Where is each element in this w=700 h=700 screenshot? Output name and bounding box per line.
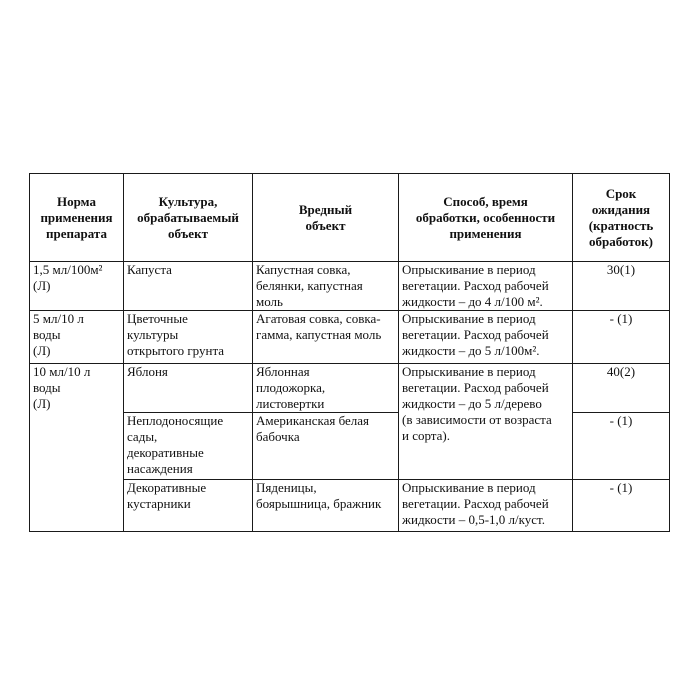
method-cell [399,480,573,532]
wait-cell: 40(2) [573,364,670,413]
cell-text-line: открытого грунта [127,343,225,358]
table-row [30,413,670,480]
culture-cell [124,311,253,364]
cell-text-line: белянки, капустная [256,278,363,293]
cell-text-line: Опрыскивание в период [402,311,536,326]
cell-text-line: (кратность [588,217,654,233]
cell-text-line: Способ, время [443,193,528,209]
cell-text-line: Агатовая совка, совка- [256,311,381,326]
cell-text-line: ожидания [591,201,651,217]
cell-text-line: (Л) [33,343,51,358]
cell-text-line: объект [305,217,346,233]
cell-text-line: Пяденицы, [256,480,317,495]
wait-cell: - (1) [573,413,670,480]
cell-text-line: препарата [46,225,107,241]
culture-cell [124,413,253,480]
cell-text-line: Норма [57,193,96,209]
cell-text-line: Цветочные [127,311,188,326]
cell-text-line: насаждения [127,461,193,476]
header-norm [30,174,124,262]
cell-text-line: Яблонная [256,364,310,379]
header-method [399,174,573,262]
cell-text-line: вегетации. Расход рабочей [402,380,549,395]
pest-cell [253,364,399,413]
cell-text-line: 5 мл/10 л [33,311,84,326]
culture-cell [124,480,253,532]
pest-cell [253,262,399,311]
cell-text-line: Неплодоносящие [127,413,224,428]
cell-text-line: жидкости – 0,5-1,0 л/куст. [402,512,545,527]
norm-cell [30,364,124,532]
cell-text-line: Капустная совка, [256,262,351,277]
cell-text-line: обработки, особенности [415,209,556,225]
wait-cell: 30(1) [573,262,670,311]
cell-text-line: воды [33,327,61,342]
cell-text-line: Американская белая [256,413,370,428]
application-table [29,173,670,532]
cell-text-line: листовертки [256,396,325,411]
cell-text-line: вегетации. Расход рабочей [402,496,549,511]
cell-text-line: Опрыскивание в период [402,480,536,495]
cell-text-line: воды [33,380,61,395]
pest-cell [253,413,399,480]
cell-text-line: жидкости – до 5 л/100м². [402,343,540,358]
cell-text-line: декоративные [127,445,204,460]
table-row [30,480,670,532]
table-header-row [30,174,670,262]
cell-text-line: Декоративные [127,480,207,495]
pest-cell [253,480,399,532]
cell-text-line: (в зависимости от возраста [402,412,552,427]
cell-text-line: применения [449,225,522,241]
table-row [30,311,670,364]
wait-cell: - (1) [573,311,670,364]
cell-text-line: гамма, капустная моль [256,327,382,342]
cell-text-line: кустарники [127,496,191,511]
pest-cell [253,311,399,364]
method-cell [399,262,573,311]
cell-text-line: Срок [605,185,637,201]
cell-text-line: плодожорка, [256,380,326,395]
header-pest [253,174,399,262]
cell-text-line: сады, [127,429,158,444]
cell-text-line: жидкости – до 5 л/дерево [402,396,542,411]
cell-text-line: Капуста [127,262,172,277]
cell-text-line: обрабатываемый [137,209,239,225]
cell-text-line: Вредный [298,201,353,217]
cell-text-line: (Л) [33,396,51,411]
table-row [30,364,670,413]
cell-text-line: культуры [127,327,179,342]
cell-text-line: и сорта). [402,428,450,443]
cell-text-line: боярышница, бражник [256,496,382,511]
cell-text-line: Яблоня [127,364,168,379]
header-culture [124,174,253,262]
norm-cell [30,311,124,364]
wait-cell: - (1) [573,480,670,532]
cell-text-line: Опрыскивание в период [402,262,536,277]
header-wait [573,174,670,262]
norm-cell [30,262,124,311]
cell-text-line: применения [40,209,113,225]
cell-text-line: (Л) [33,278,51,293]
cell-text-line: вегетации. Расход рабочей [402,278,549,293]
culture-cell [124,262,253,311]
cell-text-line: вегетации. Расход рабочей [402,327,549,342]
cell-text-line: 1,5 мл/100м² [33,262,103,277]
table-row [30,262,670,311]
cell-text-line: Культура, [158,193,218,209]
cell-text-line: обработок) [589,233,653,249]
cell-text-line: жидкости – до 4 л/100 м². [402,294,543,309]
cell-text-line: Опрыскивание в период [402,364,536,379]
cell-text-line: моль [256,294,283,309]
cell-text-line: бабочка [256,429,300,444]
culture-cell [124,364,253,413]
method-cell [399,311,573,364]
cell-text-line: 10 мл/10 л [33,364,91,379]
cell-text-line: объект [168,225,208,241]
method-cell [399,364,573,480]
